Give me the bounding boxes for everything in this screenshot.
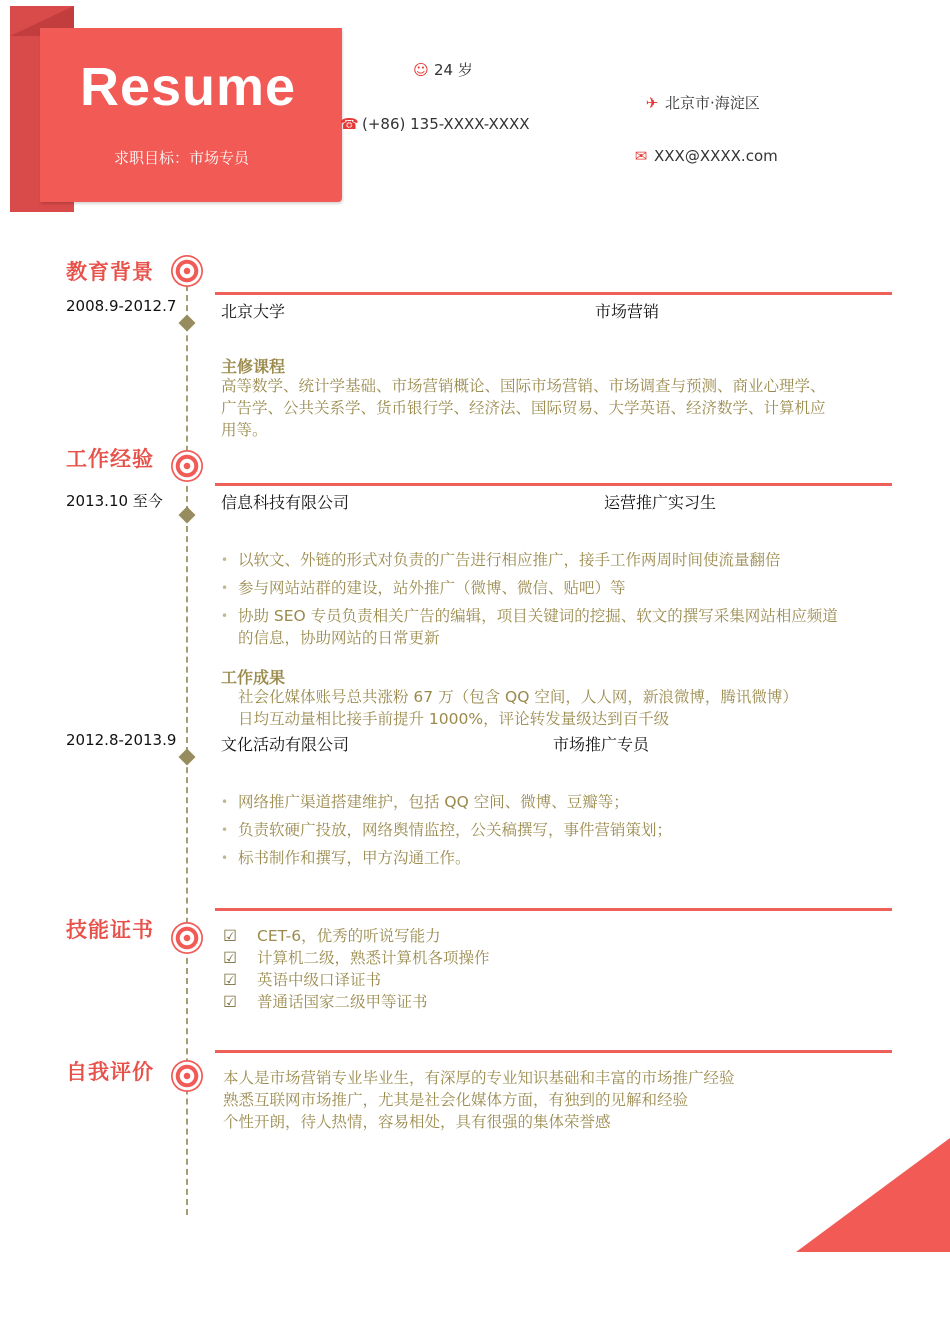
target-icon: [171, 922, 203, 954]
achievement-line: 日均互动量相比接手前提升 1000%，评论转发量级达到百千级: [238, 710, 670, 728]
list-item-continuation: 的信息，协助网站的日常更新: [238, 629, 440, 647]
job-duties: [221, 791, 893, 875]
phone-info: [340, 115, 530, 133]
skill-text: 计算机二级，熟悉计算机各项操作: [257, 949, 490, 967]
skills-list: [223, 925, 883, 1013]
job-role: 市场推广专员: [553, 735, 650, 754]
checkbox-icon: ☑: [223, 949, 237, 967]
job-objective: 求职目标：市场专员: [114, 149, 250, 167]
section-title-self-eval: 自我评价: [66, 1060, 154, 1084]
smiley-icon: ☺: [413, 61, 429, 79]
skill-item: [223, 925, 883, 947]
section-divider: [215, 1050, 892, 1053]
school-name: 北京大学: [221, 302, 286, 321]
skill-text: CET-6，优秀的听说写能力: [257, 927, 441, 945]
location-text: 北京市·海淀区: [665, 94, 760, 112]
list-item: • 网络推广渠道搭建维护，包括 QQ 空间、微博、豆瓣等；: [221, 791, 893, 813]
checkbox-icon: ☑: [223, 993, 237, 1011]
self-eval-line: 熟悉互联网市场推广，尤其是社会化媒体方面，有独到的见解和经验: [223, 1091, 689, 1109]
achievements-label: 工作成果: [221, 668, 286, 687]
skill-item: [223, 947, 883, 969]
envelope-icon: ✉: [634, 147, 648, 165]
plane-icon: ✈: [645, 94, 659, 112]
list-item: • 协助 SEO 专员负责相关广告的编辑，项目关键词的挖掘、软文的撰写采集网站相应频道: [221, 605, 893, 627]
skill-text: 英语中级口译证书: [257, 971, 382, 989]
target-icon: [171, 1060, 203, 1092]
checkbox-icon: ☑: [223, 927, 237, 945]
self-eval-line: 个性开朗，待人热情，容易相处，具有很强的集体荣誉感: [223, 1113, 611, 1131]
phone-text: (+86) 135-XXXX-XXXX: [362, 115, 530, 133]
major-name: 市场营销: [595, 302, 660, 321]
section-title-work: 工作经验: [66, 447, 154, 471]
list-item: • 参与网站站群的建设，站外推广（微博、微信、贴吧）等: [221, 577, 893, 599]
achievements-list: [238, 686, 888, 730]
list-item: • 负责软硬广投放，网络舆情监控，公关稿撰写，事件营销策划；: [221, 819, 893, 841]
courses-line: 高等数学、统计学基础、市场营销概论、国际市场营销、市场调查与预测、商业心理学、: [221, 377, 826, 395]
section-divider: [215, 483, 892, 486]
corner-decoration: [796, 1138, 950, 1252]
skill-text: 普通话国家二级甲等证书: [257, 993, 428, 1011]
skill-item: [223, 991, 883, 1013]
list-item: • 标书制作和撰写，甲方沟通工作。: [221, 847, 893, 869]
education-date: 2008.9-2012.7: [66, 297, 177, 315]
courses-label: 主修课程: [221, 357, 286, 376]
location-info: [643, 92, 760, 113]
checkbox-icon: ☑: [223, 971, 237, 989]
job-role: 运营推广实习生: [604, 493, 717, 512]
self-eval-text: [223, 1067, 883, 1133]
email-info: [632, 147, 778, 165]
timeline-diamond: [179, 507, 196, 524]
job-duties: [221, 549, 893, 649]
list-item: • 以软文、外链的形式对负责的广告进行相应推广，接手工作两周时间使流量翻倍: [221, 549, 893, 571]
courses-line: 广告学、公共关系学、货币银行学、经济法、国际贸易、大学英语、经济数学、计算机应: [221, 399, 826, 417]
courses-list: [221, 375, 893, 441]
job-date: 2012.8-2013.9: [66, 731, 177, 749]
age-info: [412, 59, 473, 80]
job-date: 2013.10 至今: [66, 492, 163, 510]
section-title-education: 教育背景: [66, 260, 154, 284]
section-divider: [215, 292, 892, 295]
section-title-skills: 技能证书: [66, 918, 154, 942]
email-text: XXX@XXXX.com: [654, 147, 778, 165]
target-icon: [171, 450, 203, 482]
skill-item: [223, 969, 883, 991]
courses-line: 用等。: [221, 421, 268, 439]
achievement-line: 社会化媒体账号总共涨粉 67 万（包含 QQ 空间，人人网，新浪微博，腾讯微博）: [238, 688, 798, 706]
company-name: 文化活动有限公司: [221, 735, 350, 754]
company-name: 信息科技有限公司: [221, 493, 350, 512]
timeline-diamond: [179, 749, 196, 766]
phone-icon: ☎: [340, 115, 359, 133]
section-divider: [215, 908, 892, 911]
timeline-diamond: [179, 315, 196, 332]
target-icon: [171, 255, 203, 287]
resume-title: Resume: [80, 57, 297, 117]
age-text: 24 岁: [434, 61, 473, 79]
self-eval-line: 本人是市场营销专业毕业生，有深厚的专业知识基础和丰富的市场推广经验: [223, 1069, 735, 1087]
